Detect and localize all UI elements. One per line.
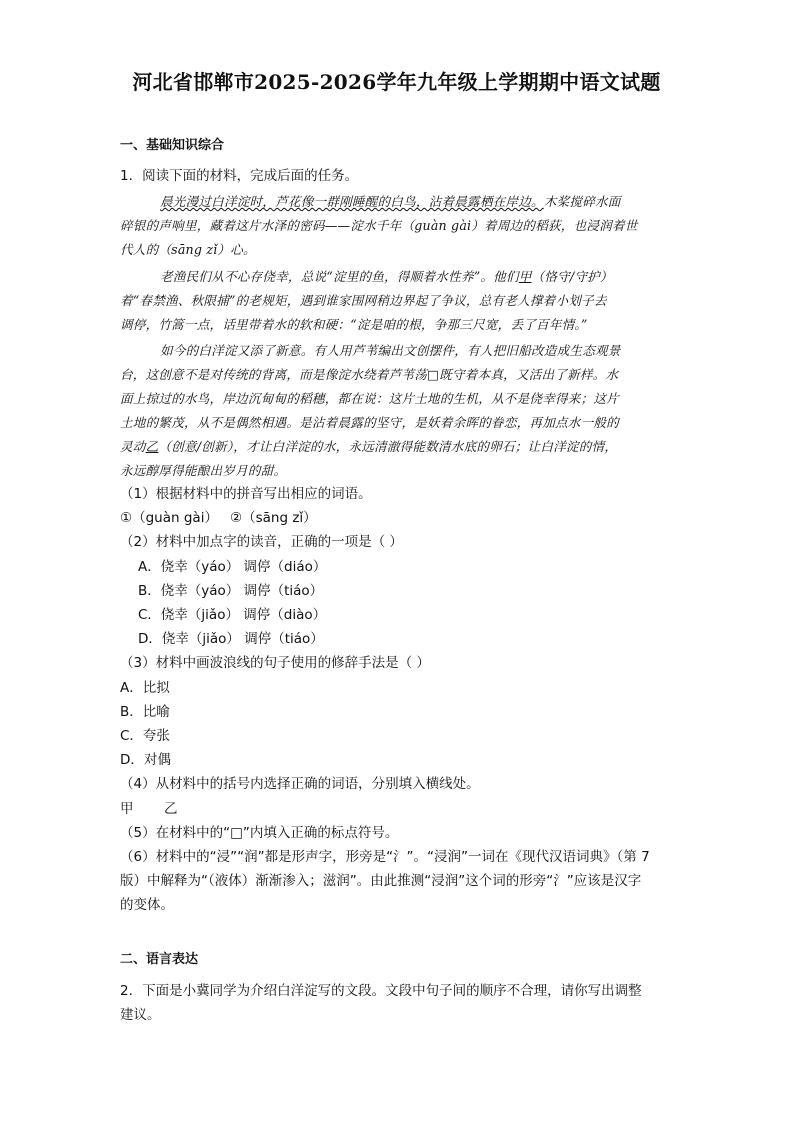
passage-text: 台，这创意不是对传统的背离，而是像淀水绕着芦苇荡 xyxy=(120,367,428,382)
passage-line xyxy=(160,191,621,210)
passage-line: 着“春禁渔、秋限捕”的老规矩，遇到谁家围网稍边界起了争议，总有老人撑着小划子去 xyxy=(120,293,607,308)
subquestion-2: （2）材料中加点字的读音，正确的一项是（ ） xyxy=(120,534,403,550)
subquestion-1: （1）根据材料中的拼音写出相应的词语。 xyxy=(120,486,372,502)
subquestion-6: （6）材料中的“浸”“润”都是形声字，形旁是“氵”。“浸润”一词在《现代汉语词典》（第 7 xyxy=(120,849,650,865)
option-c: C．夸张 xyxy=(120,728,170,744)
passage-line: 永远醇厚得能酿出岁月的甜。 xyxy=(120,463,287,478)
passage-line: 代人的（sāng zǐ）心。 xyxy=(120,242,256,257)
page-title: 河北省邯郸市2025-2026学年九年级上学期期中语文试题 xyxy=(132,70,661,94)
passage-text: 老渔民们从不心存侥幸，总说“淀里的鱼，得顺着水性养”。他们 xyxy=(160,269,519,284)
option-b: B．侥幸（yáo） 调停（tiáo） xyxy=(138,583,324,599)
punctuation-box: □ xyxy=(427,367,440,382)
subquestion-6-cont: 版）中解释为“（液体）渐渐渗入；滋润”。由此推测“浸润”这个词的形旁“氵”应该是汉字 xyxy=(120,873,642,889)
option-a: A．侥幸（yáo） 调停（diáo） xyxy=(138,559,327,575)
blank-jia: 甲 xyxy=(518,269,532,284)
section-heading-1: 一、基础知识综合 xyxy=(120,138,225,153)
passage-line xyxy=(120,436,617,455)
option-d: D．侥幸（jiǎo） 调停（tiáo） xyxy=(138,631,324,647)
passage-text: （恪守/守护） xyxy=(531,269,613,284)
section-heading-2: 二、语言表达 xyxy=(120,952,199,967)
blank-yi: 乙 xyxy=(145,439,159,454)
wavy-underlined-sentence: 晨光漫过白洋淀时，芦花像一群刚睡醒的白鸟，沾着晨露栖在岸边。 xyxy=(160,194,544,209)
passage-text: 灵动 xyxy=(120,439,146,454)
answer-blank-1: ①（guàn gài） xyxy=(120,510,218,526)
answer-label-yi: 乙 xyxy=(164,801,178,817)
question-2: 2．下面是小冀同学为介绍白洋淀写的文段。文段中句子间的顺序不合理，请你写出调整 xyxy=(120,983,642,999)
option-c: C．侥幸（jiǎo） 调停（diào） xyxy=(138,607,327,623)
answer-label-jia: 甲 xyxy=(120,801,134,817)
passage-line: 碎银的声响里，藏着这片水泽的密码——淀水千年（guàn gài）着周边的稻荻，也浸润着世 xyxy=(120,218,638,233)
passage-text: 木桨搅碎水面 xyxy=(543,194,621,209)
passage-line xyxy=(160,266,613,285)
subquestion-6-cont: 的变体。 xyxy=(120,897,174,913)
passage-line: 土地的繁茂，从不是偶然相遇。是沾着晨露的坚守，是妖着余晖的眷恋，再加点水一般的 xyxy=(120,415,619,430)
option-b: B．比喻 xyxy=(120,704,170,720)
passage-line xyxy=(120,364,618,383)
passage-line: 如今的白洋淀又添了新意。有人用芦苇编出文创摆件，有人把旧船改造成生态观景 xyxy=(160,343,621,358)
answer-blank-2: ②（sāng zǐ） xyxy=(230,510,317,526)
passage-text: 既守着本真，又活出了新样。水 xyxy=(439,367,619,382)
subquestion-3: （3）材料中画波浪线的句子使用的修辞手法是（ ） xyxy=(120,655,430,671)
option-a: A．比拟 xyxy=(120,680,170,696)
question-2-cont: 建议。 xyxy=(120,1007,161,1023)
option-d: D．对偶 xyxy=(120,752,171,768)
passage-line: 面上掠过的水鸟，岸边沉甸甸的稻穗，都在说：这片土地的生机，从不是侥幸得来；这片 xyxy=(120,391,619,406)
subquestion-5: （5）在材料中的“□”内填入正确的标点符号。 xyxy=(120,825,399,841)
subquestion-4: （4）从材料中的括号内选择正确的词语，分别填入横线处。 xyxy=(120,776,480,792)
question-1-intro: 1．阅读下面的材料，完成后面的任务。 xyxy=(120,168,359,184)
passage-text: （创意/创新），才让白洋淀的水，永远清澈得能数清水底的卵石；让白洋淀的情， xyxy=(158,439,618,454)
passage-line: 调停，竹篙一点，话里带着水的软和硬：“淀是咱的根，争那三尺宽，丢了百年情。” xyxy=(120,317,588,332)
